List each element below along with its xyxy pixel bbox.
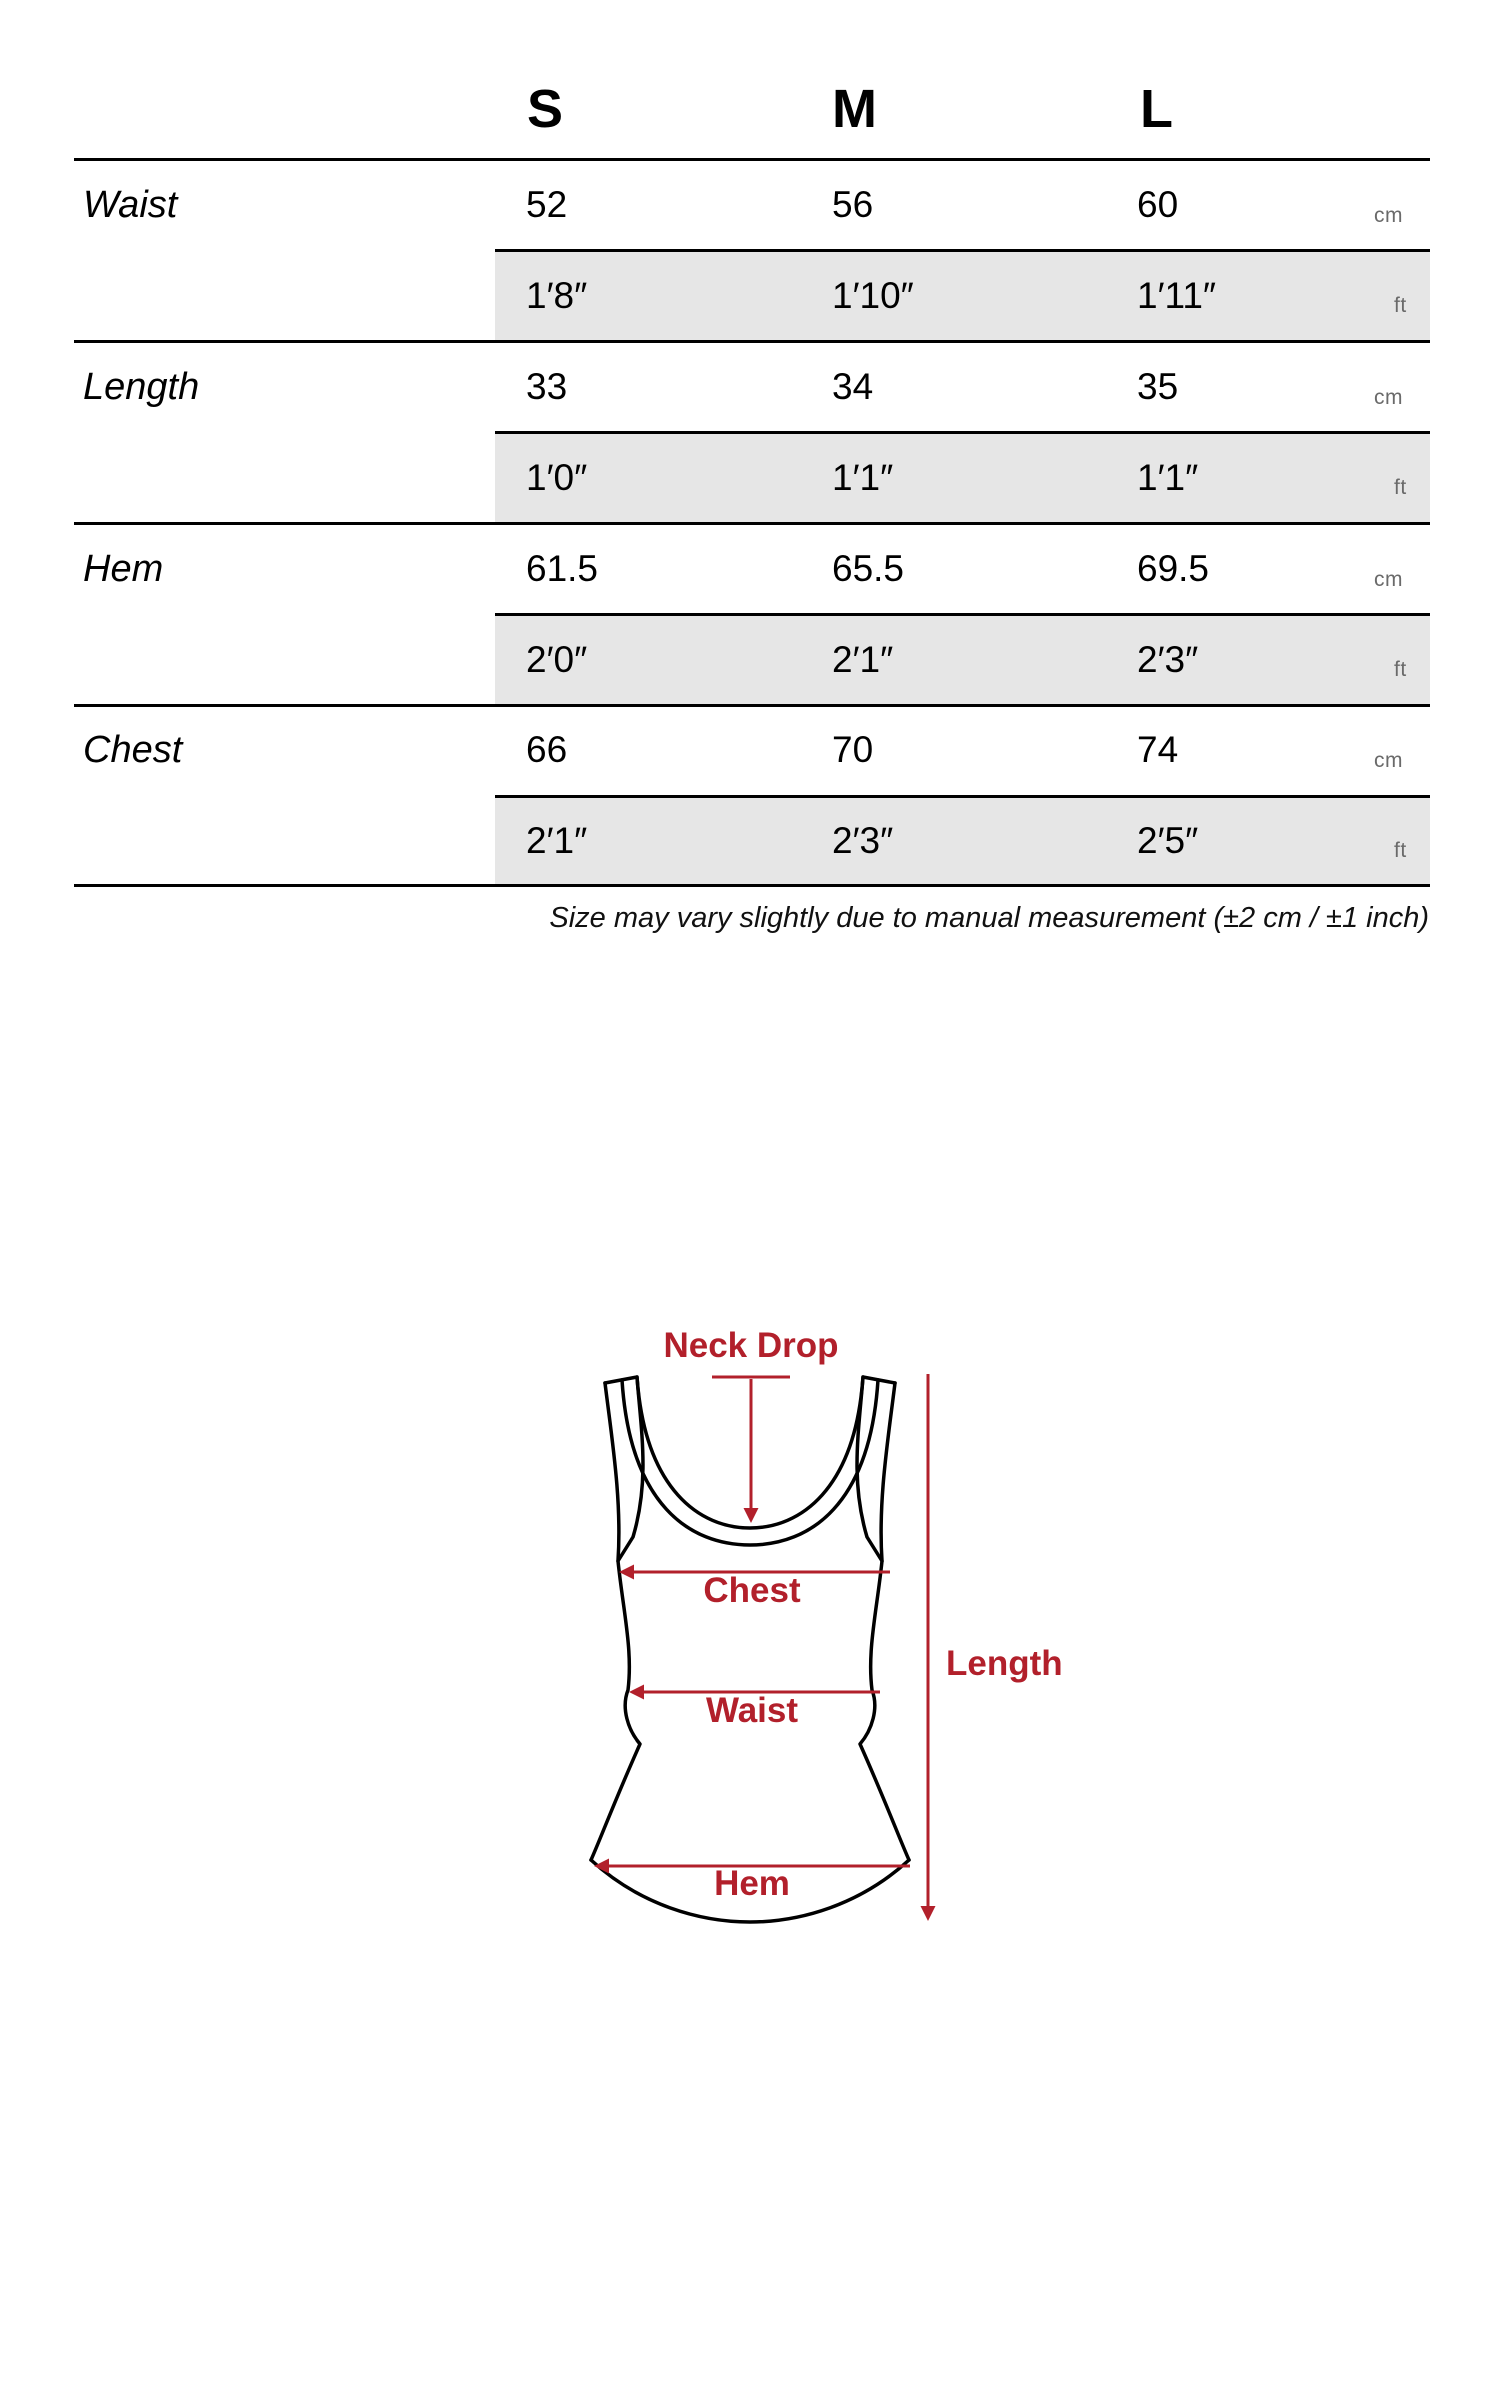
waist-cm-m: 56 bbox=[832, 184, 874, 225]
waist-ft-m: 1′10″ bbox=[832, 275, 914, 316]
chest-cm-m: 70 bbox=[832, 729, 874, 770]
hem-cm-m: 65.5 bbox=[832, 548, 905, 589]
length-cm-m: 34 bbox=[832, 366, 874, 407]
size-header-m: M bbox=[832, 79, 877, 139]
waist-cm-l: 60 bbox=[1137, 184, 1179, 225]
shaded-row-chest-ft bbox=[495, 798, 1430, 886]
row-label-hem: Hem bbox=[83, 548, 164, 590]
left-strap-inner bbox=[605, 1383, 619, 1561]
row-label-length: Length bbox=[83, 366, 200, 408]
divider-length-hem bbox=[74, 522, 1430, 525]
unit-label-ft: ft bbox=[1394, 476, 1407, 499]
unit-label-cm: cm bbox=[1374, 386, 1403, 409]
waist-ft-s: 1′8″ bbox=[526, 275, 588, 316]
chest-ft-m: 2′3″ bbox=[832, 820, 894, 861]
hem-ft-s: 2′0″ bbox=[526, 639, 588, 680]
chest-label: Chest bbox=[703, 1571, 801, 1610]
unit-label-cm: cm bbox=[1374, 568, 1403, 591]
unit-label-ft: ft bbox=[1394, 294, 1407, 317]
row-label-chest: Chest bbox=[83, 729, 183, 771]
divider-chest-inner bbox=[495, 795, 1430, 798]
shaded-row-length-ft bbox=[495, 434, 1430, 522]
divider-length-inner bbox=[495, 431, 1430, 434]
divider-waist-length bbox=[74, 340, 1430, 343]
size-header-s: S bbox=[527, 79, 564, 139]
hem-cm-l: 69.5 bbox=[1137, 548, 1210, 589]
measurement-guides bbox=[597, 1374, 928, 1918]
divider-waist-inner bbox=[495, 249, 1430, 252]
length-ft-l: 1′1″ bbox=[1137, 457, 1199, 498]
unit-label-ft: ft bbox=[1394, 839, 1407, 862]
hem-cm-s: 61.5 bbox=[526, 548, 599, 589]
waist-ft-l: 1′11″ bbox=[1137, 275, 1217, 316]
chest-cm-s: 66 bbox=[526, 729, 568, 770]
tank-top-diagram-svg bbox=[0, 1300, 1500, 1950]
waist-cm-s: 52 bbox=[526, 184, 568, 225]
shaded-row-hem-ft bbox=[495, 616, 1430, 704]
divider-hem-chest bbox=[74, 704, 1430, 707]
length-ft-s: 1′0″ bbox=[526, 457, 588, 498]
hem-ft-m: 2′1″ bbox=[832, 639, 894, 680]
size-header-l: L bbox=[1140, 79, 1173, 139]
right-strap-inner bbox=[881, 1383, 895, 1561]
length-label: Length bbox=[946, 1644, 1063, 1683]
unit-label-ft: ft bbox=[1394, 658, 1407, 681]
divider-hem-inner bbox=[495, 613, 1430, 616]
divider-bottom bbox=[74, 884, 1430, 887]
chest-ft-l: 2′5″ bbox=[1137, 820, 1199, 861]
divider-top bbox=[74, 158, 1430, 161]
hem-ft-l: 2′3″ bbox=[1137, 639, 1199, 680]
unit-label-cm: cm bbox=[1374, 749, 1403, 772]
waist-label: Waist bbox=[705, 1691, 799, 1730]
garment-measurement-diagram bbox=[0, 1300, 1500, 1950]
shaded-row-waist-ft bbox=[495, 252, 1430, 340]
row-label-waist: Waist bbox=[83, 184, 178, 226]
chest-ft-s: 2′1″ bbox=[526, 820, 588, 861]
measurement-note: Size may vary slightly due to manual measurement (±2 cm / ±1 inch) bbox=[549, 902, 1429, 934]
unit-label-cm: cm bbox=[1374, 204, 1403, 227]
size-chart-table bbox=[0, 0, 1500, 960]
hem-label: Hem bbox=[714, 1864, 790, 1903]
chest-cm-l: 74 bbox=[1137, 729, 1179, 770]
length-cm-s: 33 bbox=[526, 366, 568, 407]
length-ft-m: 1′1″ bbox=[832, 457, 894, 498]
neck-drop-label: Neck Drop bbox=[663, 1326, 839, 1365]
length-cm-l: 35 bbox=[1137, 366, 1179, 407]
